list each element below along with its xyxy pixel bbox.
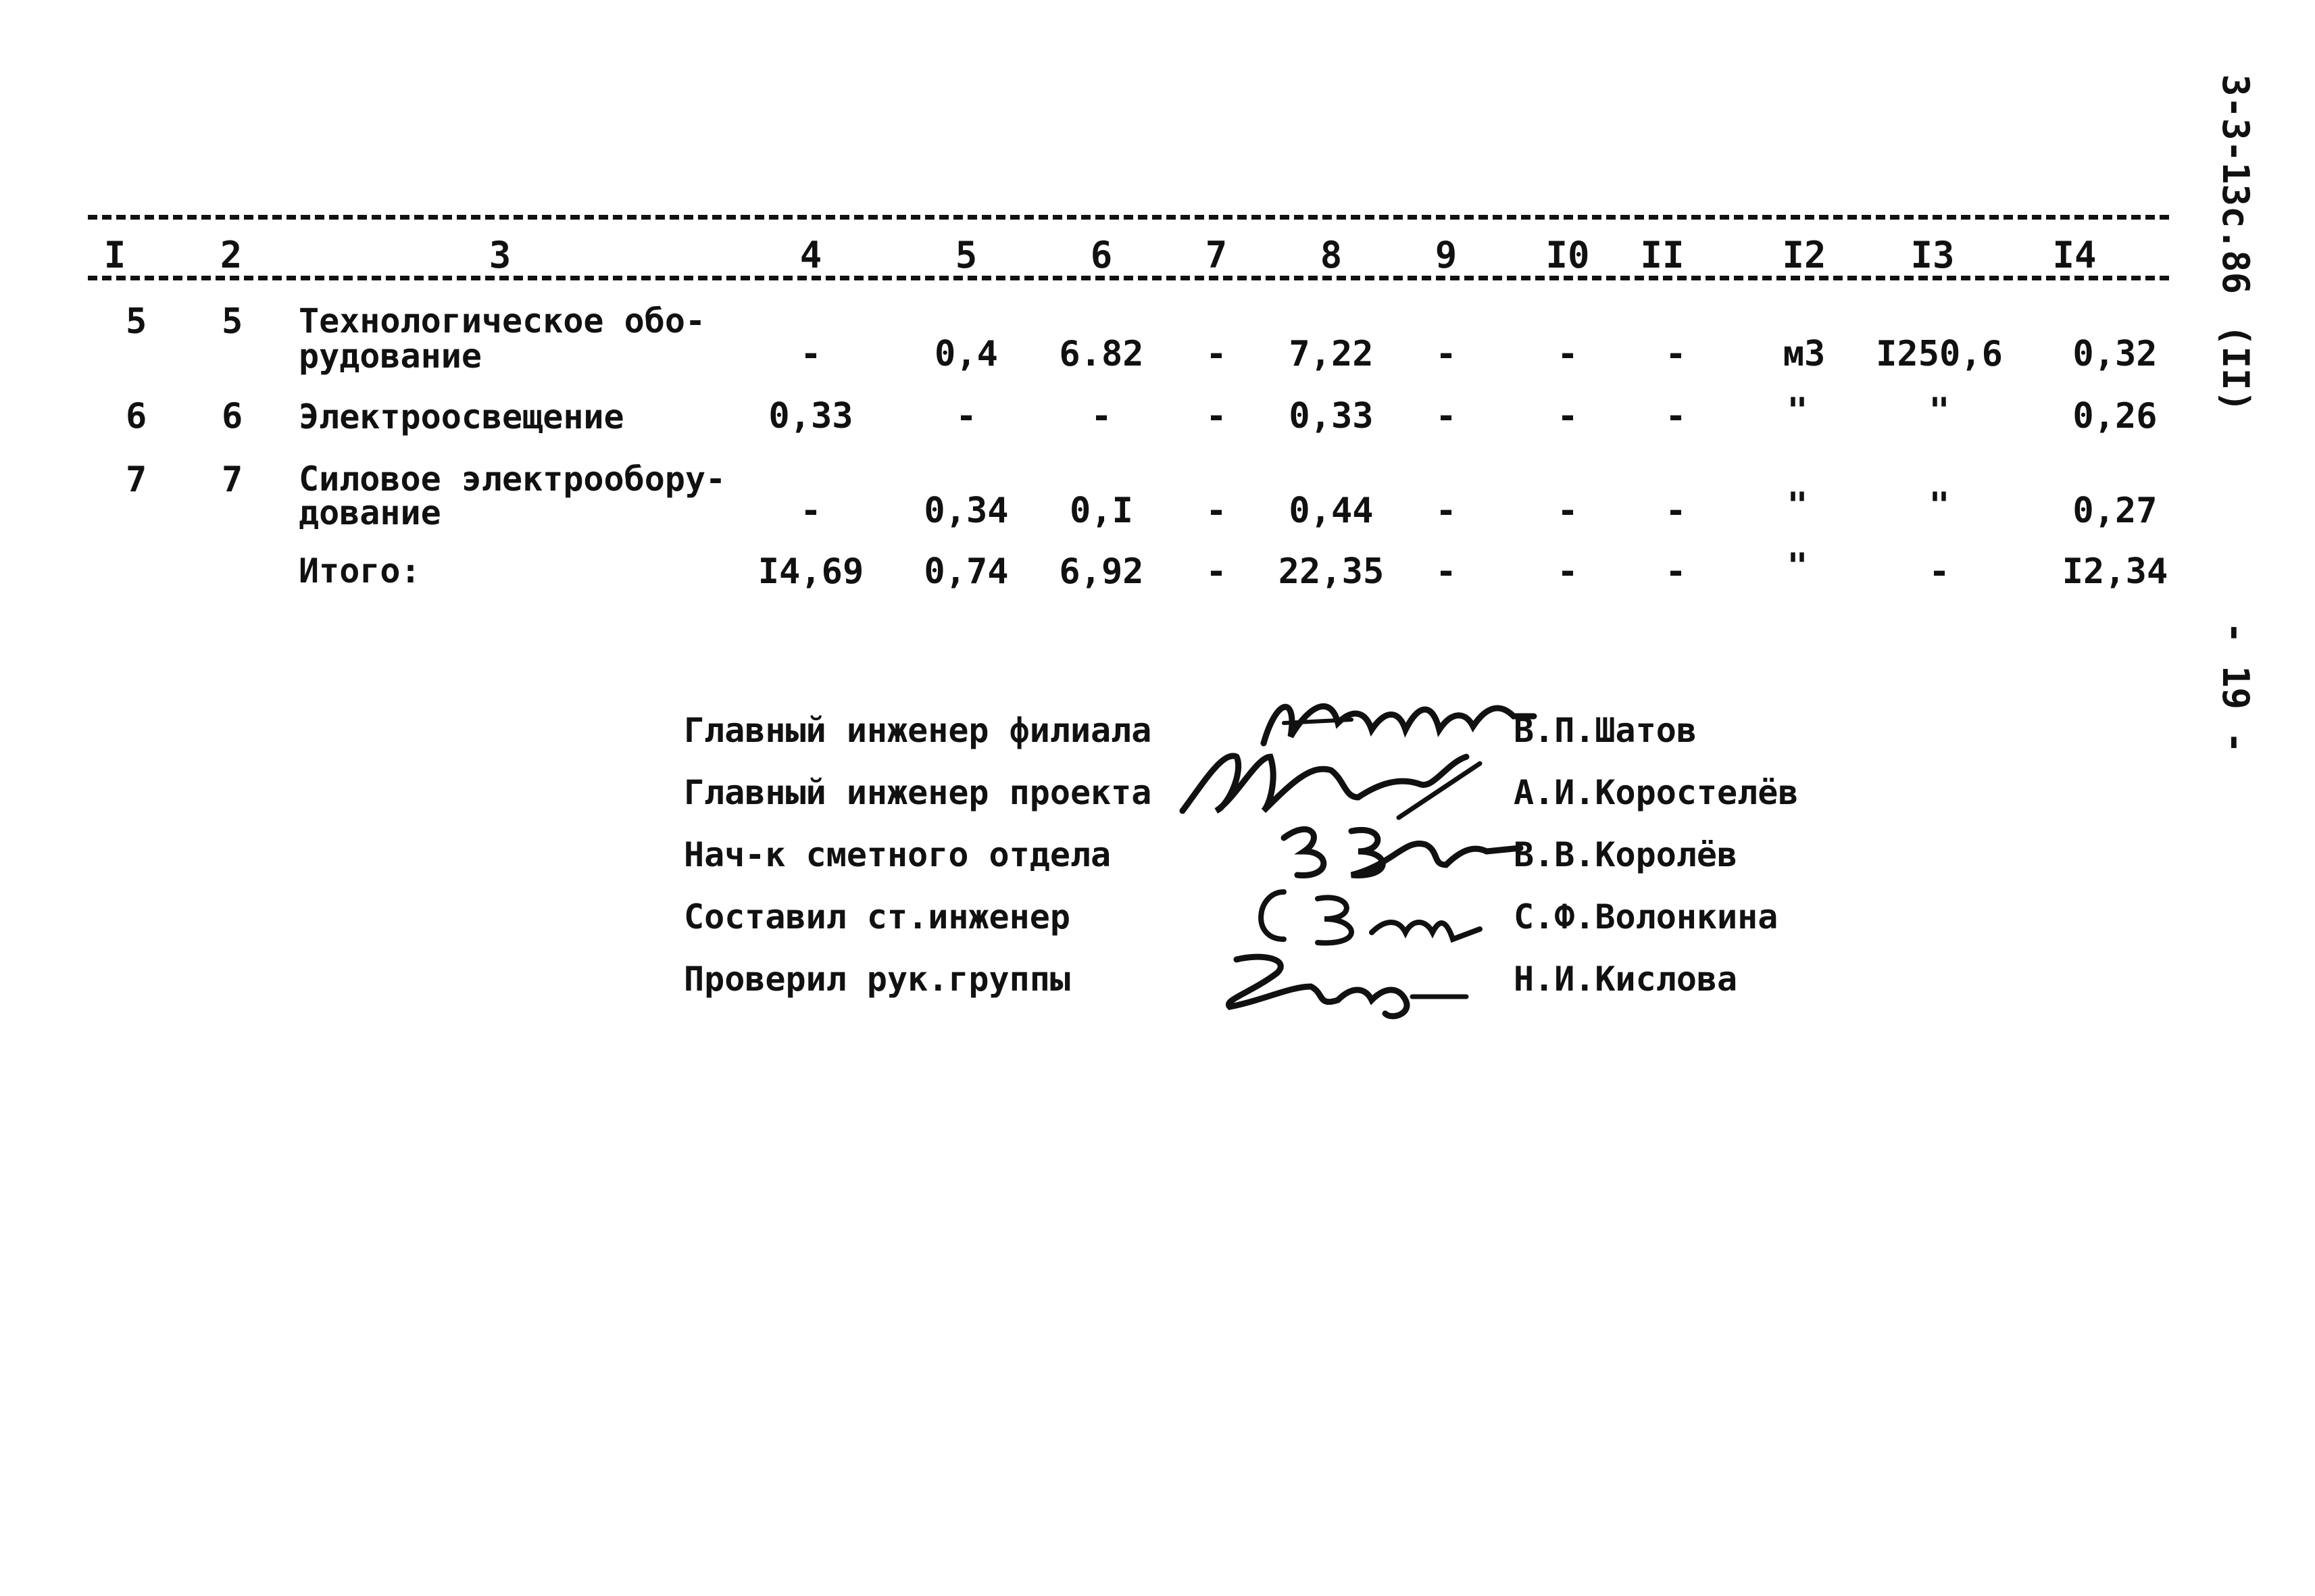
column-header-10: I0	[1545, 234, 1590, 276]
row-col12: "	[1787, 391, 1808, 431]
handwritten-signature	[1210, 946, 1480, 1020]
signatory-name: А.И.Коростелёв	[1514, 773, 1799, 812]
signatory-name: Н.И.Кислова	[1514, 959, 1738, 999]
row-description-line1: Технологическое обо-	[299, 301, 706, 341]
row-col7: -	[1205, 396, 1227, 437]
row-col4: -	[800, 334, 822, 374]
row-col14: 0,32	[2072, 334, 2158, 374]
row-col6: 0,I	[1070, 491, 1133, 531]
row-col11: -	[1665, 334, 1687, 374]
row-col9: -	[1435, 396, 1457, 437]
handwritten-signature	[1243, 878, 1487, 953]
column-header-14: I4	[2052, 234, 2097, 276]
row-col9: -	[1435, 491, 1457, 531]
column-header-2: 2	[220, 234, 243, 276]
row-description-line1: Силовое электрообору-	[299, 459, 726, 499]
row-col5: 0,34	[924, 491, 1009, 531]
row-col12: м3	[1783, 334, 1826, 374]
row-col2: 6	[222, 396, 243, 437]
column-header-8: 8	[1320, 234, 1343, 276]
total-col7: -	[1205, 551, 1227, 592]
column-header-9: 9	[1435, 234, 1458, 276]
column-header-1: I	[103, 234, 126, 276]
row-col13: "	[1928, 485, 1950, 526]
row-col6: 6.82	[1059, 334, 1144, 374]
document-marker: (II)	[2214, 324, 2257, 413]
row-col1: 6	[126, 396, 147, 437]
row-col10: -	[1557, 334, 1578, 374]
row-col13: "	[1928, 391, 1950, 431]
column-header-11: II	[1640, 234, 1685, 276]
row-description-line2: дование	[299, 493, 441, 532]
total-col8: 22,35	[1278, 551, 1385, 592]
total-col6: 6,92	[1059, 551, 1144, 592]
row-col8: 0,33	[1289, 396, 1374, 437]
row-description-line1: Электроосвещение	[299, 397, 624, 437]
row-col2: 5	[222, 301, 243, 342]
row-col12: "	[1787, 485, 1808, 526]
row-col6: -	[1091, 396, 1112, 437]
row-col7: -	[1205, 491, 1227, 531]
row-col8: 0,44	[1289, 491, 1374, 531]
row-col4: 0,33	[768, 396, 853, 437]
row-col11: -	[1665, 396, 1687, 437]
header-top-rule	[88, 215, 2169, 220]
row-col1: 7	[126, 459, 147, 500]
total-col14: I2,34	[2062, 551, 2168, 592]
row-col4: -	[800, 491, 822, 531]
column-header-7: 7	[1205, 234, 1228, 276]
row-col13: I250,6	[1876, 334, 2003, 374]
row-col14: 0,26	[2072, 396, 2158, 437]
column-header-12: I2	[1782, 234, 1826, 276]
total-col12: "	[1787, 546, 1808, 587]
signatory-position: Главный инженер филиала	[684, 711, 1152, 750]
row-description-line2: рудование	[299, 336, 482, 376]
signatory-position: Нач-к сметного отдела	[684, 835, 1112, 874]
row-col14: 0,27	[2072, 491, 2158, 531]
page-number: - 19 -	[2214, 622, 2257, 754]
row-col5: -	[955, 396, 977, 437]
total-col5: 0,74	[924, 551, 1009, 592]
row-col10: -	[1557, 396, 1578, 437]
signatory-position: Составил ст.инженер	[684, 897, 1070, 937]
total-col9: -	[1435, 551, 1457, 592]
total-col10: -	[1557, 551, 1578, 592]
column-header-3: 3	[489, 234, 512, 276]
row-col10: -	[1557, 491, 1578, 531]
row-col1: 5	[126, 301, 147, 342]
signatory-name: В.П.Шатов	[1514, 711, 1697, 750]
total-col13: -	[1928, 551, 1950, 592]
column-header-5: 5	[955, 234, 978, 276]
row-col8: 7,22	[1289, 334, 1374, 374]
row-col2: 7	[222, 459, 243, 500]
row-col9: -	[1435, 334, 1457, 374]
column-header-13: I3	[1910, 234, 1955, 276]
row-col5: 0,4	[935, 334, 998, 374]
header-bottom-rule	[88, 276, 2169, 280]
total-col11: -	[1665, 551, 1687, 592]
signatory-position: Главный инженер проекта	[684, 773, 1152, 812]
row-col11: -	[1665, 491, 1687, 531]
handwritten-signature	[1270, 811, 1527, 885]
signatory-name: В.В.Королёв	[1514, 835, 1738, 874]
document-code: 3-3-13c.86	[2214, 74, 2257, 295]
total-col4: I4,69	[757, 551, 864, 592]
total-label: Итого:	[299, 551, 421, 591]
signatory-name: С.Ф.Волонкина	[1514, 897, 1778, 937]
column-header-4: 4	[799, 234, 822, 276]
row-col7: -	[1205, 334, 1227, 374]
column-header-6: 6	[1090, 234, 1113, 276]
signatory-position: Проверил рук.группы	[684, 959, 1070, 999]
